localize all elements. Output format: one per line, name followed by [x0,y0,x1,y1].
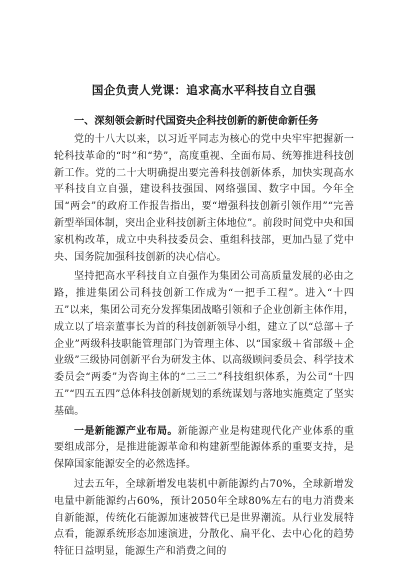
paragraph-3 [54,424,354,474]
paragraph-1: 党的十八大以来，以习近平同志为核心的党中央牢牢把握新一轮科技革命的“时”和“势”，高度重视、全面布局、统筹推进科技创新工作。党的二十大明确提出要完善科技创新体系，加快实现高水平科技自立自强，建设科技强国、网络强国、数字中国。今年全国“两会”的政府工作报告指出，要“增强科技创新引领作用”“完善新型举国体制，突出企业科技创新主体地位”。前段时间党中央和国家机构改革，成立中央科技委员会、重组科技部，更加凸显了党中央、国务院加强科技创新的决心信心。 [54,134,354,263]
paragraph-4: 过去五年，全球新增发电装机中新能源约占70%，全球新增发电量中新能源约占60%，预计2050年全球80%左右的电力消费来自新能源，传统化石能源加速被替代已是世界潮流。从行业发展特点看，能源系统形态加速演进，分散化、扁平化、去中心化的趋势特征日益明显，能源生产和消费之间的 [54,478,354,558]
paragraph-3-lead: 一是新能源产业布局。 [74,425,178,437]
document-title: 国企负责人党课：追求高水平科技自立自强 [91,83,317,97]
paragraph-2: 坚持把高水平科技自立自强作为集团公司高质量发展的必由之路，推进集团公司科技创新工作成为“一把手工程”。进入“十四五”以来，集团公司充分发挥集团战略引领和子企业创新主体作用，成立以了培亲董事长为首的科技创新领导小组，建立了以“总部＋子企业”两级科技职能管理部门为管理主体、以“国家级＋省部级＋企业级”三级协同创新平台为研发主体、以高级顾问委员会、科学技术委员会“两委”为咨询主体的“二三二”科技组织体系，为公司“十四五”“四五五四”总体科技创新规划的系统谋划与落地实施奠定了坚实基础。 [54,271,354,417]
paragraph-3-body: 新能源产业是构建现代化产业体系的重要组成部分，是推进能源革命和构建新型能源体系的重要支持，是保障国家能源安全的必然选择。 [54,425,355,471]
section-heading: 一、深刻领会新时代国资央企科技创新的新使命新任务 [74,116,319,127]
